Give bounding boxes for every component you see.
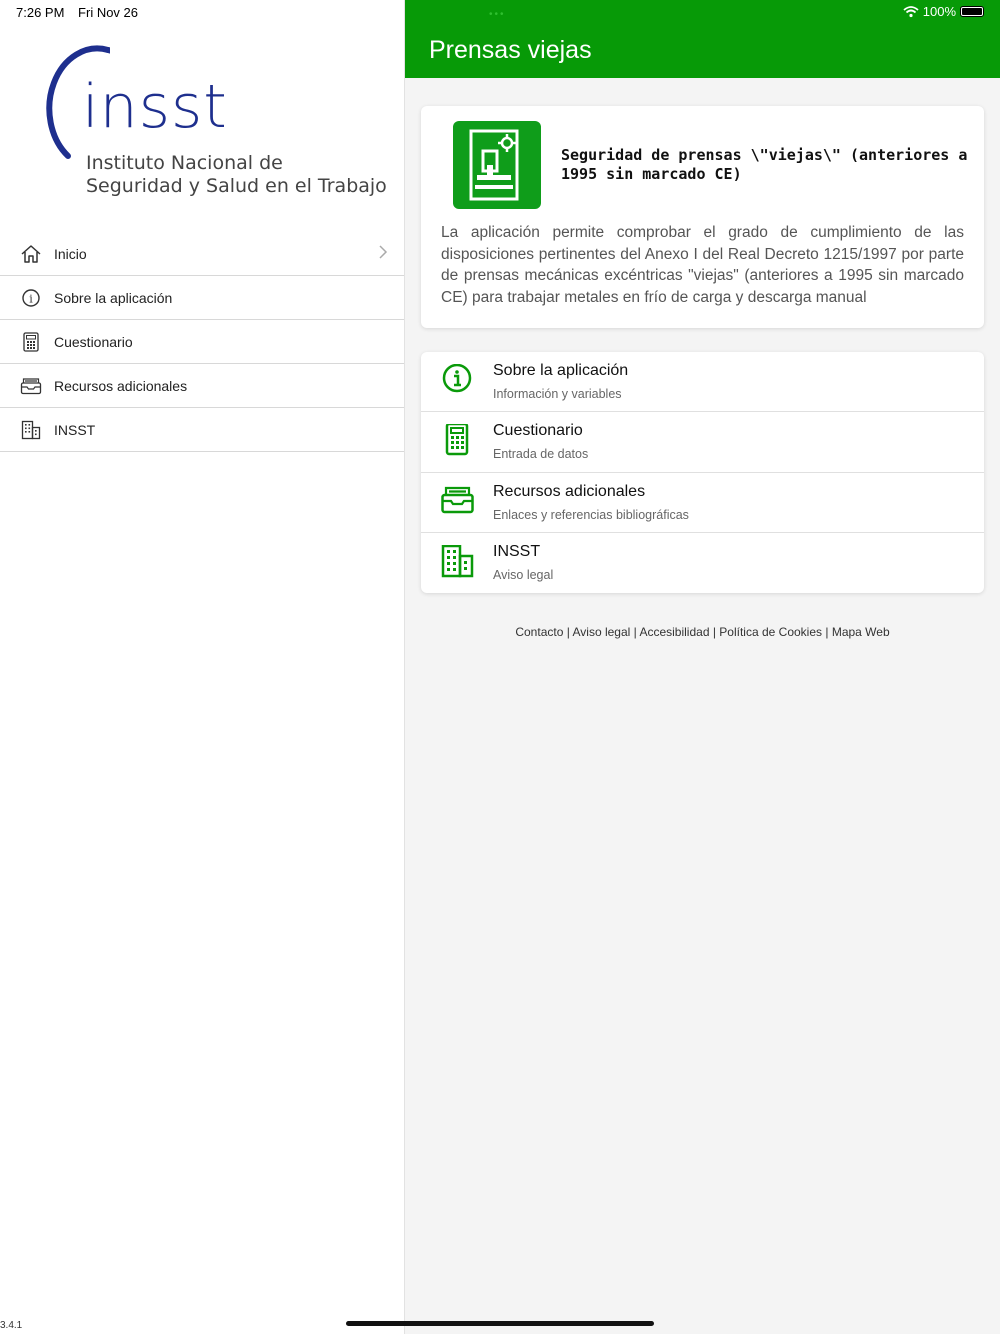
sidebar-item-label: Sobre la aplicación xyxy=(54,289,173,306)
inbox-icon xyxy=(20,375,42,397)
building-icon xyxy=(20,419,42,441)
home-indicator[interactable] xyxy=(346,1321,654,1326)
wifi-icon xyxy=(903,6,919,18)
menu-item-sobre[interactable] xyxy=(421,352,984,412)
status-date: Fri Nov 26 xyxy=(78,5,139,20)
menu-item-insst[interactable] xyxy=(421,533,984,593)
sidebar-item-label: Recursos adicionales xyxy=(54,377,188,394)
logo-line-1: Instituto Nacional de xyxy=(86,152,283,174)
footer-links xyxy=(405,625,1000,639)
calculator-icon xyxy=(20,331,42,353)
battery-percent: 100% xyxy=(922,4,956,19)
menu-item-title: Sobre la aplicación xyxy=(493,362,629,379)
sidebar-item-cuestionario[interactable] xyxy=(0,320,404,364)
main-content xyxy=(405,0,1000,1334)
logo-word: insst xyxy=(82,72,228,142)
sidebar-item-inicio[interactable] xyxy=(0,232,404,276)
app-version: 3.4.1 xyxy=(0,1320,23,1331)
status-bar-right xyxy=(903,4,984,19)
info-icon xyxy=(441,364,475,398)
menu-item-subtitle: Entrada de datos xyxy=(493,447,589,462)
home-icon xyxy=(20,243,42,265)
chevron-right-icon xyxy=(378,244,388,263)
footer-separator: | xyxy=(630,625,640,639)
inbox-icon xyxy=(441,485,475,519)
footer-link-cookies[interactable]: Política de Cookies xyxy=(719,625,823,639)
status-time: 7:26 PM xyxy=(16,5,65,20)
svg-text:i: i xyxy=(29,292,33,305)
menu-item-subtitle: Enlaces y referencias bibliográficas xyxy=(493,507,689,522)
main-menu-card xyxy=(421,352,984,593)
logo-line-2: Seguridad y Salud en el Trabajo xyxy=(86,175,387,197)
footer-separator: | xyxy=(822,625,832,639)
sidebar-nav xyxy=(0,232,404,452)
menu-item-title: Recursos adicionales xyxy=(493,482,646,500)
multitask-dots-icon[interactable]: ••• xyxy=(489,9,506,20)
page-title: Prensas viejas xyxy=(429,36,592,64)
sidebar xyxy=(0,0,405,1334)
footer-link-aviso-legal[interactable]: Aviso legal xyxy=(572,625,631,639)
sidebar-item-label: INSST xyxy=(54,421,96,438)
footer-separator: | xyxy=(709,625,720,639)
menu-item-title: INSST xyxy=(493,542,541,560)
app-title: Seguridad de prensas \"viejas\" (anteriores a 1995 sin marcado CE) xyxy=(561,146,968,183)
insst-logo xyxy=(30,44,390,204)
menu-item-title: Cuestionario xyxy=(493,422,583,440)
logo-subtitle xyxy=(86,152,387,198)
battery-icon xyxy=(960,6,984,17)
app-description: La aplicación permite comprobar el grado de cumplimiento de las disposiciones pertinentes del Anexo I del Real Decreto 1215/1997 por parte de prensas mecánicas excéntricas "viejas" (anteriores a 1995 sin marcado CE) para trabajar metales en frío de carga y descarga manual xyxy=(441,224,964,306)
app-header xyxy=(405,0,1000,78)
menu-item-subtitle: Aviso legal xyxy=(493,567,554,582)
sidebar-item-recursos[interactable] xyxy=(0,364,404,408)
sidebar-item-label: Cuestionario xyxy=(54,333,133,350)
calculator-icon xyxy=(441,424,475,458)
footer-link-contacto[interactable]: Contacto xyxy=(515,625,564,639)
info-icon xyxy=(20,287,42,309)
app-info-card xyxy=(421,106,984,328)
menu-item-subtitle: Información y variables xyxy=(493,387,622,401)
footer-link-accesibilidad[interactable]: Accesibilidad xyxy=(639,625,710,639)
footer-separator: | xyxy=(563,625,573,639)
menu-item-recursos[interactable] xyxy=(421,473,984,533)
footer-link-mapa-web[interactable]: Mapa Web xyxy=(831,625,890,639)
building-icon xyxy=(441,545,475,579)
sidebar-item-insst[interactable] xyxy=(0,408,404,452)
sidebar-item-sobre[interactable] xyxy=(0,276,404,320)
sidebar-item-label: Inicio xyxy=(54,245,87,262)
press-machine-icon xyxy=(453,121,541,209)
status-bar-left xyxy=(16,5,148,20)
menu-item-cuestionario[interactable] xyxy=(421,412,984,472)
